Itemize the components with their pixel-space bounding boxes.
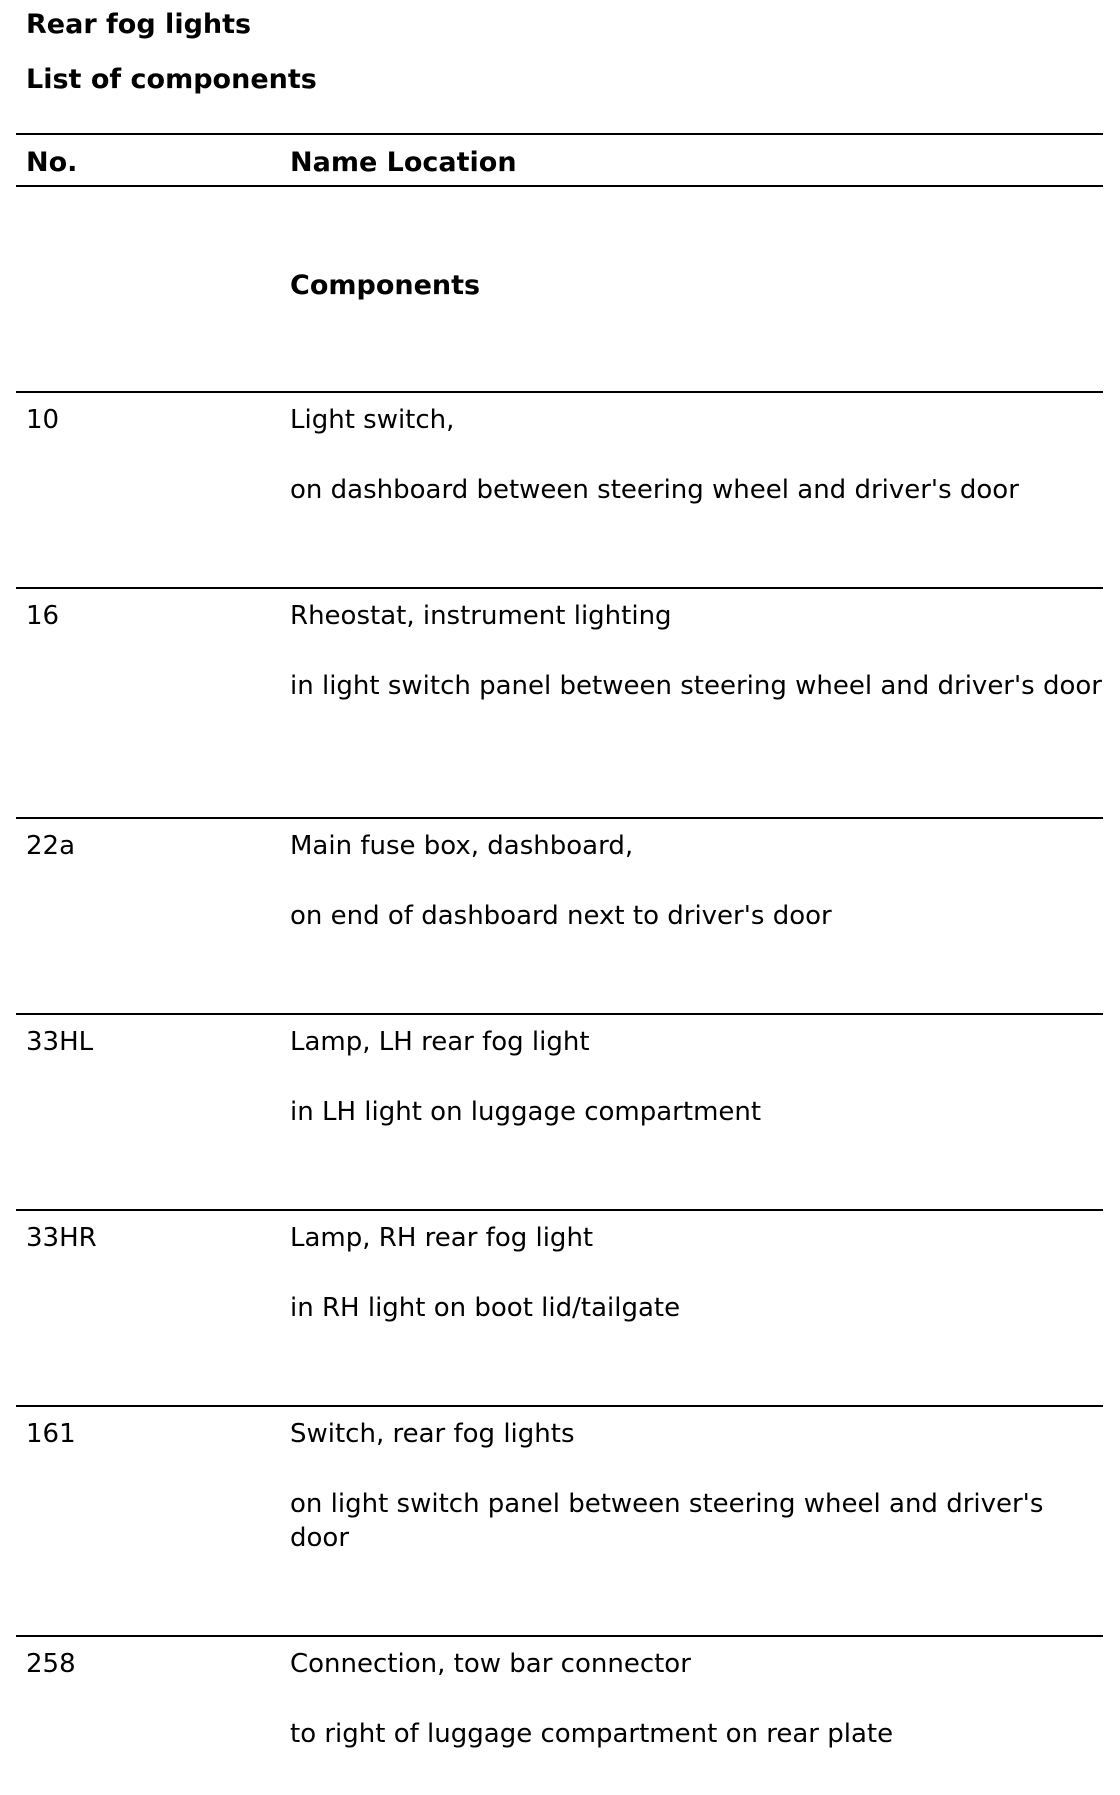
table-row: [16, 1013, 1103, 1209]
section-label: Components: [290, 270, 481, 301]
row-name: Lamp, LH rear fog light: [290, 1027, 590, 1057]
table-row: [16, 1209, 1103, 1405]
header-name-location: Name Location: [290, 147, 517, 178]
table-row: [16, 1405, 1103, 1635]
row-location: on end of dashboard next to driver's door: [290, 901, 832, 931]
row-number: 258: [26, 1649, 76, 1679]
row-number: 33HL: [26, 1027, 94, 1057]
section-heading-row: [16, 187, 1103, 391]
row-number: 22a: [26, 831, 76, 861]
row-name: Light switch,: [290, 405, 455, 435]
row-location: to right of luggage compartment on rear plate: [290, 1719, 894, 1749]
row-name: Connection, tow bar connector: [290, 1649, 691, 1679]
table-row: [16, 1635, 1103, 1795]
page-subtitle: List of components: [26, 64, 317, 95]
row-name: Main fuse box, dashboard,: [290, 831, 634, 861]
row-name: Switch, rear fog lights: [290, 1419, 575, 1449]
row-number: 161: [26, 1419, 76, 1449]
row-location: in light switch panel between steering wheel and driver's door: [290, 671, 1102, 701]
page-title: Rear fog lights: [26, 9, 252, 40]
row-location: on dashboard between steering wheel and driver's door: [290, 475, 1019, 505]
table-row: [16, 391, 1103, 587]
table-header: [16, 133, 1103, 187]
table-row: [16, 587, 1103, 817]
row-name: Lamp, RH rear fog light: [290, 1223, 594, 1253]
components-table: [16, 133, 1103, 1795]
row-number: 16: [26, 601, 60, 631]
table-row: [16, 817, 1103, 1013]
row-number: 33HR: [26, 1223, 97, 1253]
row-location: on light switch panel between steering wheel and driver's door: [290, 1489, 1044, 1553]
row-location: in LH light on luggage compartment: [290, 1097, 762, 1127]
header-no: No.: [26, 147, 78, 178]
row-number: 10: [26, 405, 60, 435]
row-location: in RH light on boot lid/tailgate: [290, 1293, 681, 1323]
row-name: Rheostat, instrument lighting: [290, 601, 672, 631]
